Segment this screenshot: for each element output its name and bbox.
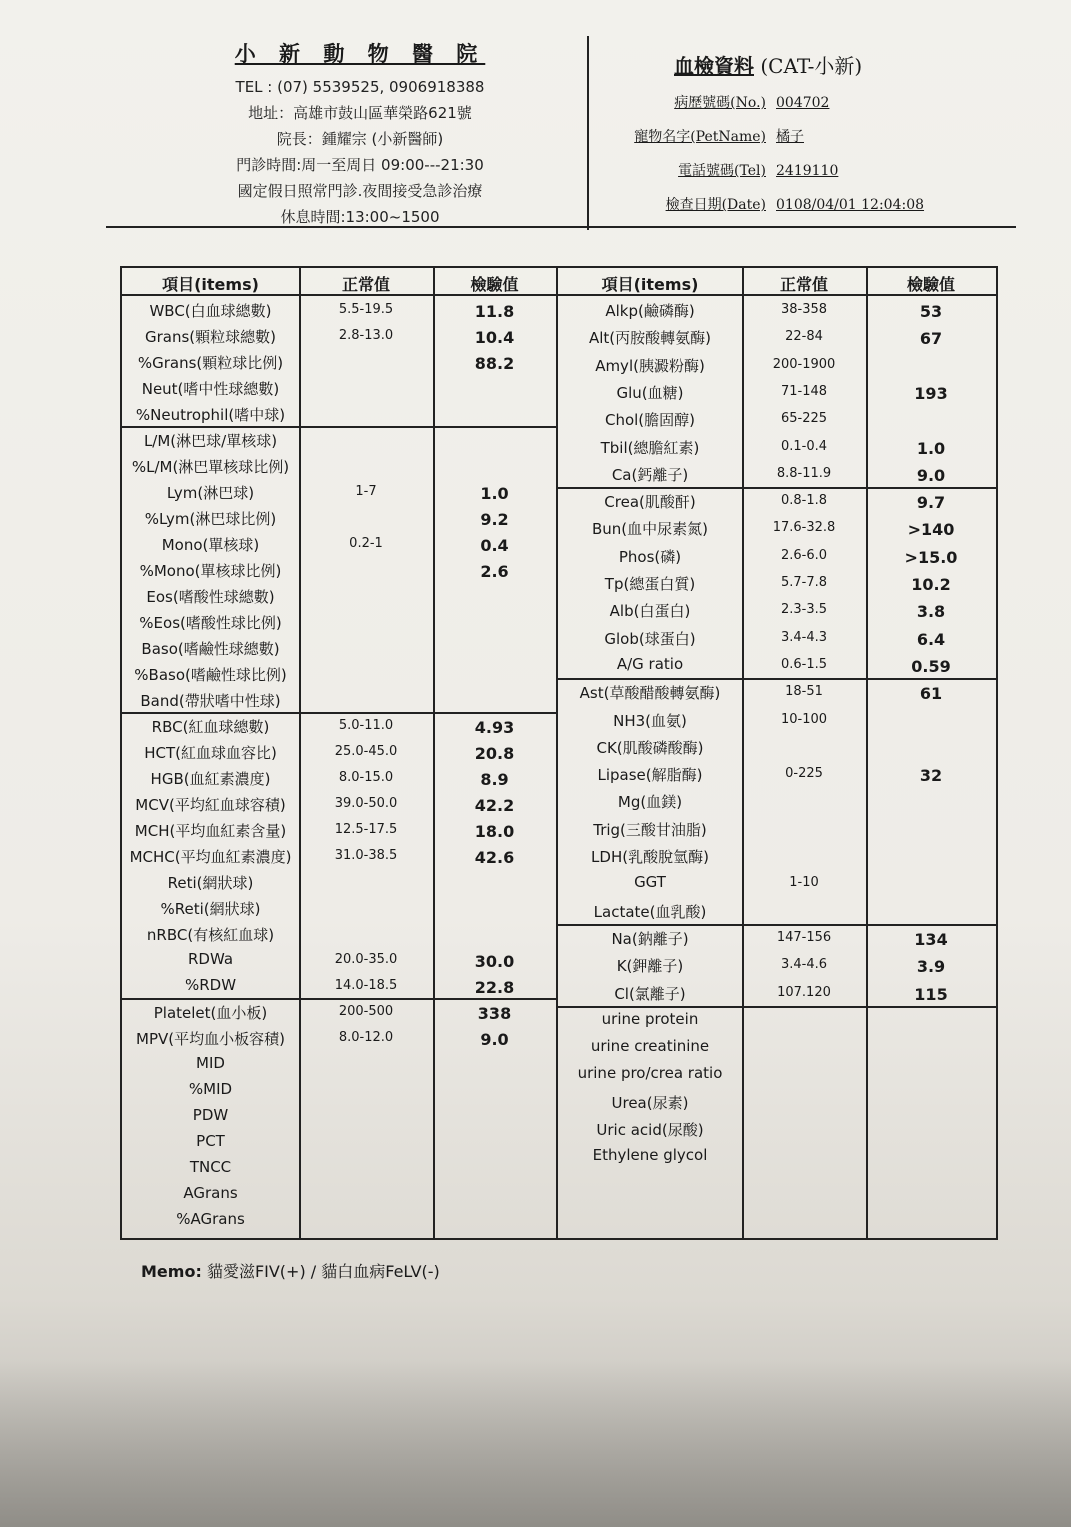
cell-item: Urea(尿素) [611, 1093, 689, 1112]
clinic-holiday: 國定假日照常門診.夜間接受急診治療 [237, 182, 483, 200]
cell-normal: 65-225 [780, 411, 828, 427]
cell-value: 134 [914, 929, 948, 949]
cell-value: 10.4 [474, 328, 515, 347]
cell-value: 0.59 [911, 656, 951, 676]
cell-item: MPV(平均血小板容積) [136, 1030, 285, 1048]
report-subtitle: (CAT-小新) [760, 54, 863, 78]
cell-item: LDH(乳酸脫氫酶) [591, 848, 709, 866]
cell-normal: 0.6-1.5 [780, 656, 828, 672]
cell-normal: 8.0-12.0 [338, 1030, 394, 1045]
cell-value: 8.9 [480, 770, 509, 789]
cell-value: 2.6 [480, 562, 509, 581]
cell-item: %L/M(淋巴單核球比例) [131, 458, 290, 476]
cell-item: %MID [188, 1080, 233, 1098]
cell-value: 88.2 [474, 354, 515, 373]
cell-item: RBC(紅血球總數) [151, 718, 270, 736]
blood-count-table [120, 266, 558, 1240]
cell-item: K(鉀離子) [616, 957, 684, 976]
cell-normal: 3.4-4.3 [780, 629, 828, 645]
column-header-normal: 正常值 [341, 275, 390, 294]
cell-normal: 2.6-6.0 [780, 547, 828, 563]
cell-item: Ca(鈣離子) [611, 465, 689, 484]
cell-item: Lym(淋巴球) [166, 484, 255, 502]
cell-normal: 22-84 [785, 329, 823, 345]
field-value: 2419110 [776, 163, 839, 179]
cell-normal: 8.0-15.0 [338, 770, 394, 785]
cell-item: Chol(膽固醇) [604, 411, 696, 430]
cell-item: NH3(血氨) [613, 711, 687, 730]
cell-normal: 10-100 [780, 711, 828, 727]
cell-item: MCH(平均血紅素含量) [134, 822, 287, 840]
field-value: 004702 [776, 95, 830, 111]
cell-item: Tbil(總膽紅素) [600, 438, 700, 457]
cell-normal: 31.0-38.5 [334, 848, 398, 863]
cell-normal: 200-1900 [772, 356, 836, 372]
cell-item: Eos(嗜酸性球總數) [146, 588, 275, 606]
cell-item: Lactate(血乳酸) [593, 902, 707, 921]
header-divider-vertical [587, 36, 589, 230]
field-label: 檢查日期(Date) [665, 197, 766, 213]
cell-normal: 5.0-11.0 [338, 718, 394, 733]
cell-item: %Baso(嗜鹼性球比例) [134, 666, 287, 684]
field-tel [600, 160, 838, 180]
cell-value: 1.0 [480, 484, 509, 503]
cell-item: Phos(磷) [618, 547, 682, 566]
field-pet-name [600, 126, 804, 146]
cell-item: Mg(血鎂) [617, 793, 683, 812]
cell-item: TNCC [189, 1158, 232, 1176]
cell-normal: 14.0-18.5 [334, 978, 398, 993]
column-header-value: 檢驗值 [906, 275, 955, 294]
clinic-director: 院長：鍾耀宗 (小新醫師) [276, 130, 444, 148]
cell-value: 42.6 [474, 848, 515, 867]
cell-item: HCT(紅血球血容比) [144, 744, 277, 762]
cell-item: Lipase(解脂酶) [597, 766, 703, 785]
cell-value: 42.2 [474, 796, 515, 815]
cell-item: Reti(網狀球) [167, 874, 254, 892]
biochemistry-table [556, 266, 998, 1240]
cell-value: 53 [919, 302, 943, 321]
cell-item: Na(鈉離子) [611, 929, 689, 948]
cell-item: Alkp(鹼磷酶) [605, 302, 695, 320]
clinic-address: 地址：高雄市鼓山區華榮路621號 [248, 104, 472, 122]
cell-value: 32 [919, 766, 943, 786]
report-title-row [674, 50, 862, 79]
cell-item: MCV(平均紅血球容積) [135, 796, 286, 814]
group-divider [122, 998, 556, 1000]
cell-normal: 2.3-3.5 [780, 602, 828, 618]
cell-normal: 0-225 [785, 766, 823, 782]
cell-value: >15.0 [904, 547, 958, 567]
cell-normal: 0.2-1 [349, 536, 383, 551]
cell-item: Glu(血糖) [616, 383, 684, 402]
cell-item: Trig(三酸甘油脂) [593, 820, 707, 839]
cell-item: Amyl(胰澱粉酶) [595, 356, 705, 375]
cell-item: urine creatinine [590, 1037, 710, 1056]
cell-normal: 5.7-7.8 [780, 575, 828, 590]
cell-item: Ethylene glycol [592, 1146, 708, 1165]
field-record-no [600, 92, 829, 112]
cell-item: Baso(嗜鹼性球總數) [141, 640, 280, 658]
cell-normal: 39.0-50.0 [334, 796, 398, 811]
cell-item: AGrans [183, 1184, 238, 1202]
cell-item: %AGrans [176, 1210, 245, 1228]
column-header-normal: 正常值 [779, 275, 828, 294]
group-divider [122, 712, 556, 714]
cell-normal: 25.0-45.0 [334, 744, 398, 759]
cell-normal: 17.6-32.8 [772, 520, 836, 536]
cell-value: 338 [477, 1004, 512, 1023]
field-date [600, 194, 924, 214]
cell-item: Cl(氯離子) [614, 984, 686, 1003]
cell-value: >140 [907, 520, 955, 540]
memo [141, 1259, 440, 1282]
cell-value: 22.8 [474, 978, 515, 997]
cell-value: 6.4 [916, 629, 946, 649]
field-value: 橘子 [776, 129, 804, 145]
cell-value: 20.8 [474, 744, 515, 763]
clinic-tel: TEL : (07) 5539525, 0906918388 [235, 78, 485, 96]
cell-item: PDW [192, 1106, 229, 1124]
cell-item: Neut(嗜中性球總數) [141, 380, 280, 398]
cell-item: Band(帶狀嗜中性球) [140, 692, 281, 710]
memo-label: Memo: [141, 1262, 202, 1281]
group-divider [558, 487, 996, 489]
report-title: 血檢資料 [674, 54, 754, 78]
cell-item: %Mono(單核球比例) [139, 562, 282, 580]
cell-item: Crea(肌酸酐) [604, 493, 696, 512]
cell-value: 9.2 [480, 510, 509, 529]
cell-normal: 147-156 [776, 929, 832, 945]
cell-value: 67 [919, 329, 943, 349]
clinic-hours: 門診時間:周一至周日 09:00---21:30 [236, 156, 484, 174]
cell-value: 10.2 [911, 575, 951, 594]
cell-item: Bun(血中尿素氮) [591, 520, 708, 539]
clinic-header [160, 38, 560, 230]
field-label: 病歷號碼(No.) [674, 95, 766, 111]
cell-value: 4.93 [474, 718, 515, 737]
cell-normal: 107.120 [777, 984, 831, 1000]
cell-normal: 12.5-17.5 [334, 822, 398, 837]
cell-normal: 71-148 [780, 383, 828, 399]
cell-value: 1.0 [916, 438, 946, 458]
cell-item: nRBC(有核紅血球) [146, 926, 275, 944]
cell-normal: 0.1-0.4 [780, 438, 828, 454]
cell-normal: 38-358 [780, 302, 828, 317]
cell-item: MID [196, 1054, 225, 1072]
cell-item: Platelet(血小板) [153, 1004, 268, 1022]
cell-item: Grans(顆粒球總數) [144, 328, 276, 346]
cell-item: %Reti(網狀球) [160, 900, 261, 918]
header-divider-horizontal [106, 226, 1016, 228]
cell-item: WBC(白血球總數) [149, 302, 272, 320]
cell-item: Alt(丙胺酸轉氨酶) [588, 329, 711, 348]
cell-value: 9.0 [480, 1030, 509, 1049]
memo-text: 貓愛滋FIV(+) / 貓白血病FeLV(-) [206, 1262, 440, 1281]
cell-value: 0.4 [480, 536, 509, 555]
cell-item: %Neutrophil(嗜中球) [135, 406, 286, 424]
cell-normal: 2.8-13.0 [338, 328, 394, 343]
cell-value: 61 [919, 684, 943, 704]
cell-item: %Lym(淋巴球比例) [144, 510, 277, 528]
cell-normal: 20.0-35.0 [334, 952, 398, 967]
cell-item: urine protein [601, 1009, 699, 1028]
cell-value: 193 [914, 383, 948, 403]
column-header-items: 項目(items) [162, 275, 259, 294]
cell-normal: 1-10 [789, 875, 819, 891]
cell-normal: 18-51 [785, 684, 823, 700]
cell-value: 18.0 [474, 822, 515, 841]
cell-value: 3.8 [916, 602, 946, 622]
cell-value: 9.7 [916, 493, 946, 513]
cell-value: 11.8 [474, 302, 515, 321]
column-header-items: 項目(items) [601, 275, 699, 294]
field-value: 0108/04/01 12:04:08 [776, 197, 925, 213]
cell-normal: 1-7 [355, 484, 377, 499]
column-divider [866, 268, 868, 1238]
photo-shadow [0, 1360, 1071, 1527]
field-label: 寵物名字(PetName) [634, 129, 766, 145]
cell-item: Ast(草酸醋酸轉氨酶) [579, 684, 721, 703]
cell-item: %RDW [184, 976, 237, 994]
cell-item: GGT [634, 873, 666, 892]
group-divider [558, 1006, 996, 1008]
cell-item: Alb(白蛋白) [609, 602, 691, 621]
cell-value: 9.0 [916, 465, 946, 485]
cell-item: MCHC(平均血紅素濃度) [129, 848, 292, 866]
cell-item: CK(肌酸磷酸酶) [596, 738, 704, 757]
group-divider [558, 678, 996, 680]
clinic-rest: 休息時間:13:00~1500 [280, 208, 440, 226]
cell-item: %Eos(嗜酸性球比例) [139, 614, 282, 632]
cell-item: urine pro/crea ratio [577, 1064, 723, 1083]
field-label: 電話號碼(Tel) [678, 163, 766, 179]
group-divider [122, 426, 556, 428]
cell-normal: 0.8-1.8 [780, 493, 828, 509]
cell-item: Tp(總蛋白質) [604, 575, 696, 593]
clinic-name: 小 新 動 物 醫 院 [234, 41, 486, 66]
cell-normal: 3.4-4.6 [780, 957, 828, 973]
cell-item: L/M(淋巴球/單核球) [143, 432, 278, 450]
cell-item: HGB(血紅素濃度) [150, 770, 271, 788]
cell-item: %Grans(顆粒球比例) [137, 354, 284, 372]
cell-value: 115 [914, 984, 948, 1004]
cell-value: 30.0 [474, 952, 515, 971]
cell-item: PCT [196, 1132, 225, 1150]
cell-normal: 8.8-11.9 [776, 465, 832, 481]
cell-value: 3.9 [916, 957, 946, 977]
cell-item: A/G ratio [616, 654, 684, 673]
group-divider [558, 924, 996, 926]
cell-normal: 5.5-19.5 [338, 302, 394, 317]
cell-normal: 200-500 [338, 1004, 394, 1019]
cell-item: Uric acid(尿酸) [596, 1121, 704, 1139]
cell-item: RDWa [187, 950, 234, 968]
cell-item: Mono(單核球) [161, 536, 260, 554]
cell-item: Glob(球蛋白) [604, 629, 696, 648]
column-header-value: 檢驗值 [470, 275, 519, 294]
